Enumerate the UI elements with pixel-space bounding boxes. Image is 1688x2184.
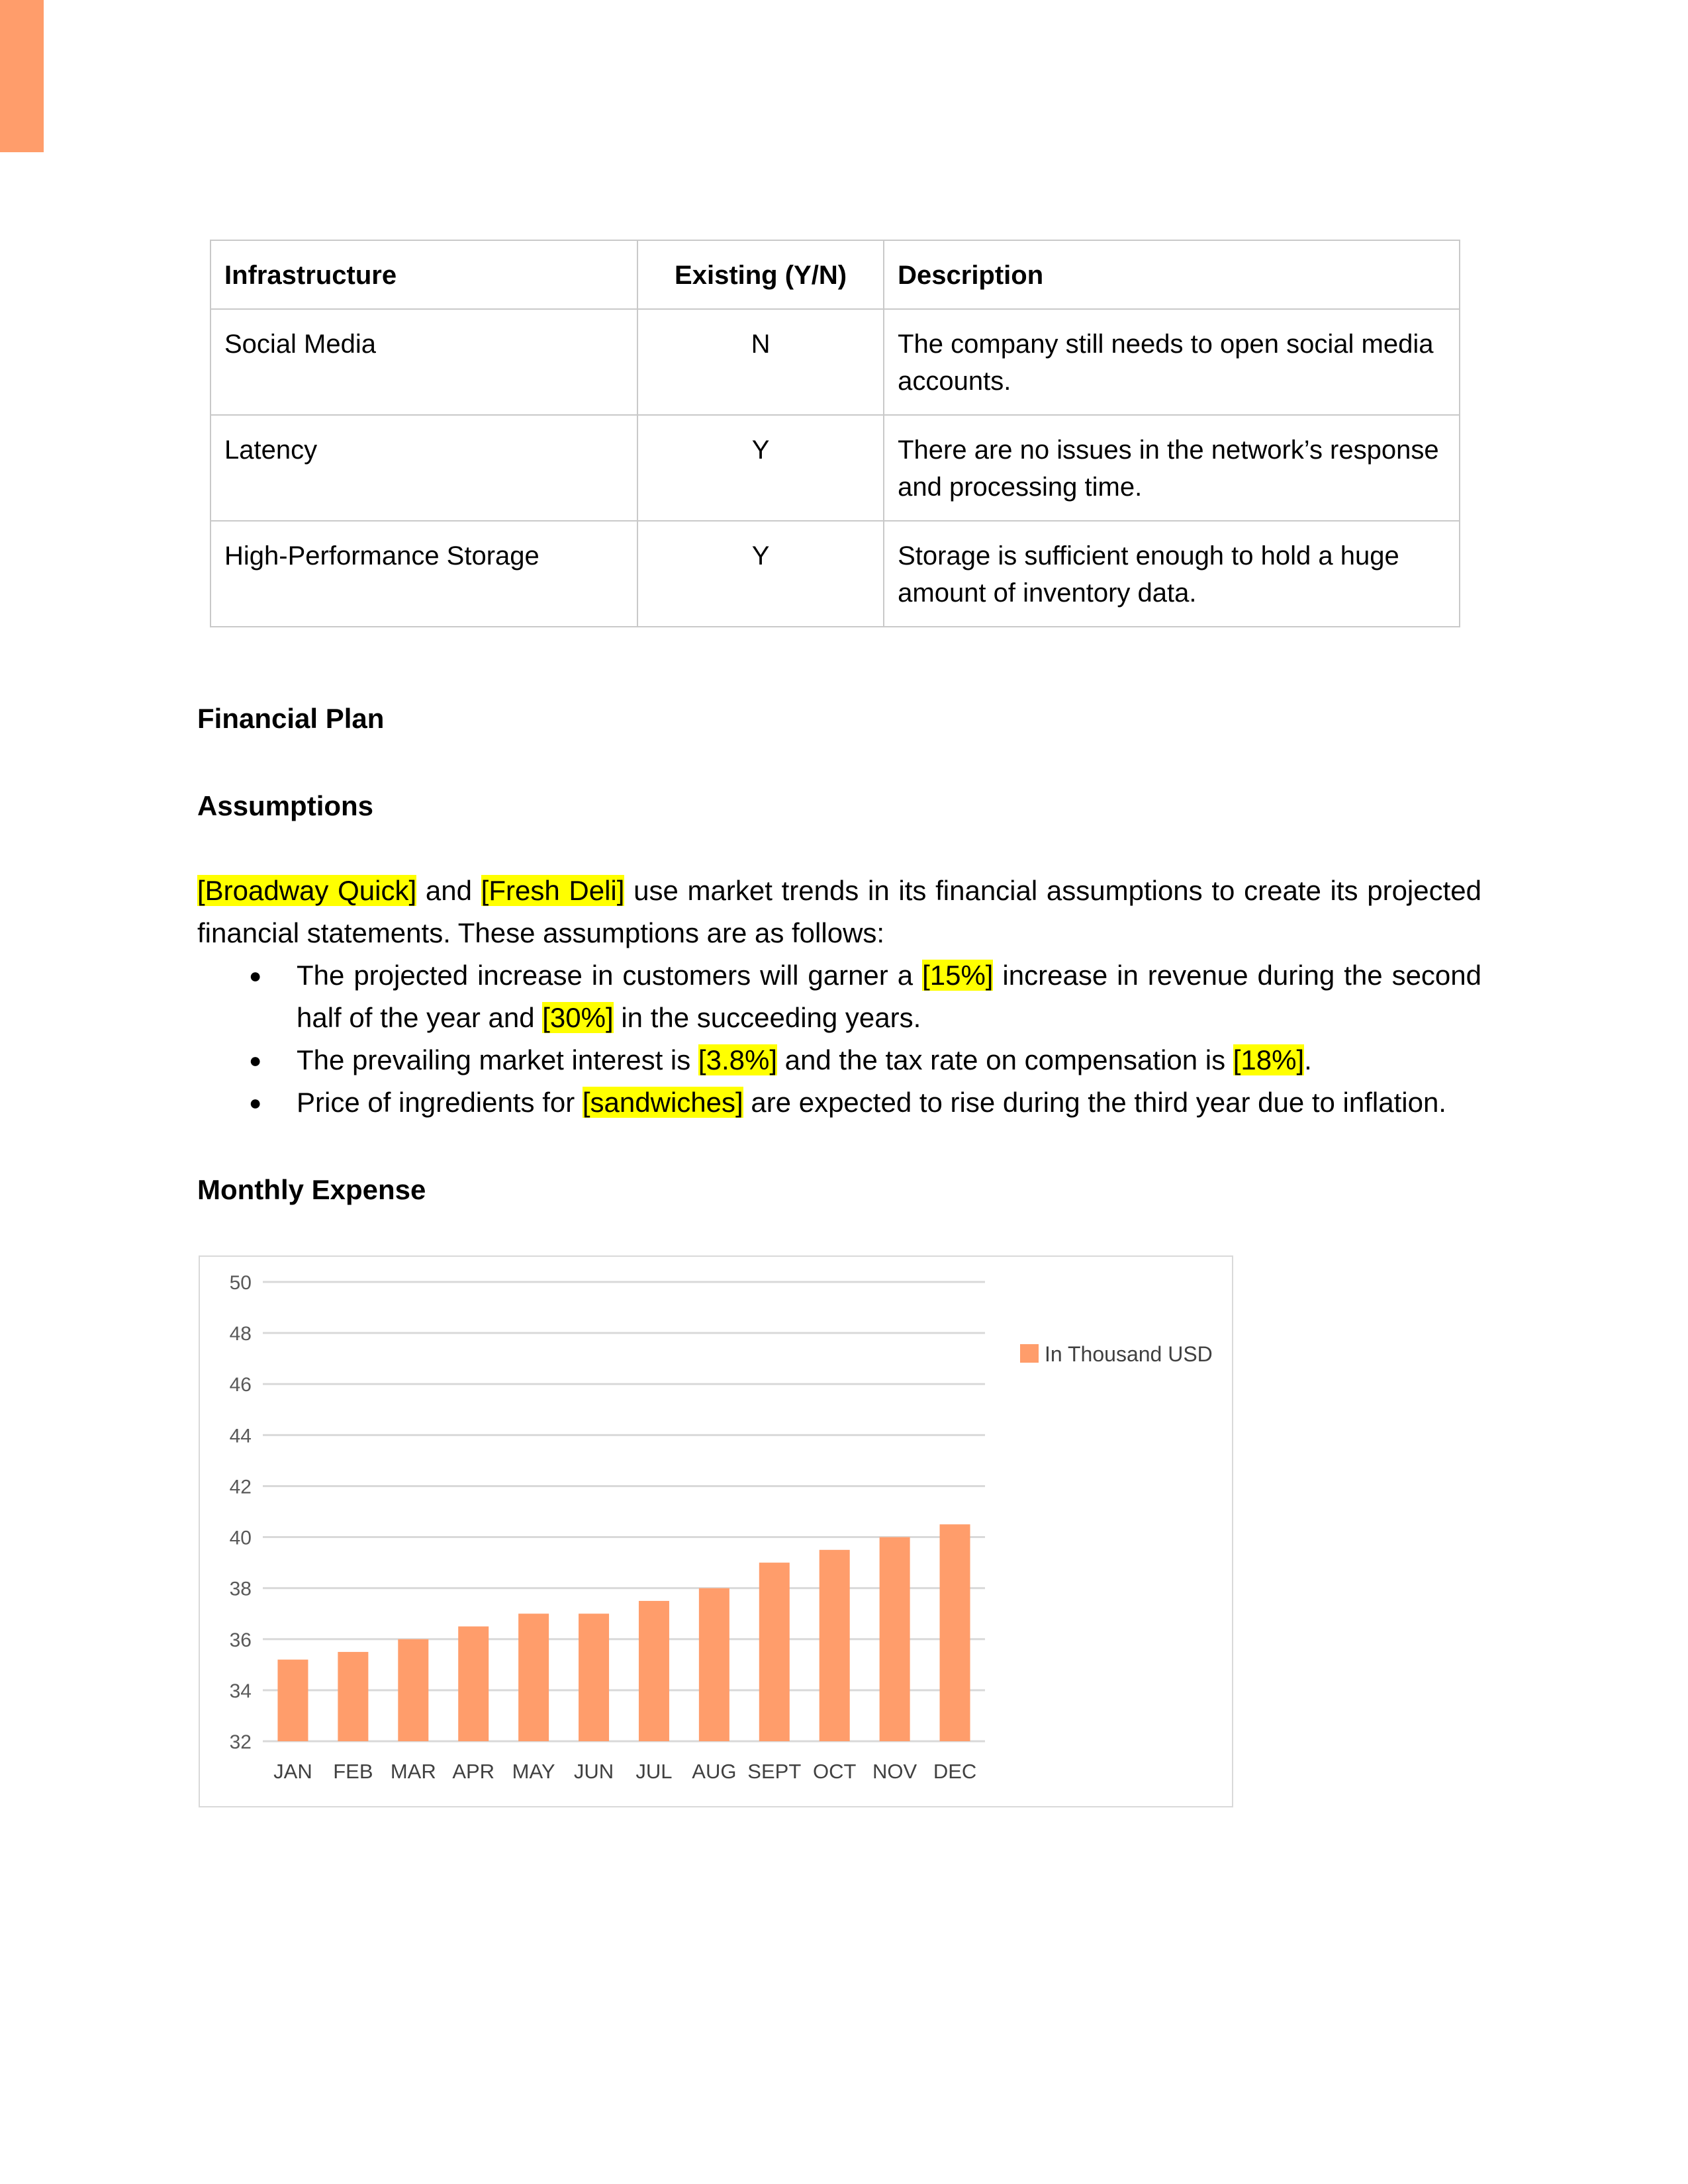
y-tick-label: 32 (229, 1731, 252, 1753)
bar-apr (458, 1627, 489, 1742)
bullet-icon: ● (249, 1048, 262, 1072)
cell-description: Storage is sufficient enough to hold a huge amount of inventory data. (884, 521, 1460, 627)
bar-mar (398, 1639, 428, 1741)
list-item (197, 954, 1481, 1039)
bullet-text: increase in revenue during the second half of the year and (297, 960, 1481, 1033)
legend-swatch (1020, 1344, 1039, 1363)
table-header-row (211, 240, 1460, 309)
bar-feb (338, 1652, 368, 1741)
infrastructure-table (210, 240, 1460, 627)
table-row (211, 521, 1460, 627)
legend-label: In Thousand USD (1045, 1342, 1213, 1366)
bullet-text: Price of ingredients for (297, 1087, 583, 1118)
bullet-text: are expected to rise during the third year due to inflation. (743, 1087, 1446, 1118)
header-description: Description (884, 240, 1460, 309)
financial-plan-heading: Financial Plan (197, 703, 385, 734)
header-infrastructure: Infrastructure (211, 240, 637, 309)
x-tick-label: NOV (872, 1760, 917, 1783)
bar-jun (579, 1614, 609, 1741)
list-item (197, 1039, 1481, 1081)
cell-existing: Y (637, 521, 884, 627)
bullet-highlight: [18%] (1233, 1044, 1305, 1075)
monthly-expense-chart (199, 1255, 1233, 1807)
x-tick-label: FEB (333, 1760, 373, 1783)
list-item (197, 1081, 1481, 1124)
x-tick-label: APR (452, 1760, 495, 1783)
y-tick-label: 46 (229, 1374, 252, 1396)
x-tick-label: MAY (512, 1760, 555, 1783)
bar-may (518, 1614, 549, 1741)
assumptions-heading: Assumptions (197, 790, 374, 821)
monthly-expense-heading: Monthly Expense (197, 1174, 426, 1205)
bullet-text: The projected increase in customers will garner a (297, 960, 923, 991)
intro-and-text: and (416, 875, 481, 906)
page-corner-tab (0, 0, 44, 152)
x-tick-label: DEC (933, 1760, 977, 1783)
bullet-icon: ● (249, 964, 262, 987)
bar-aug (699, 1588, 729, 1741)
cell-infrastructure: Social Media (211, 309, 637, 415)
bar-oct (820, 1550, 850, 1741)
x-tick-label: JAN (273, 1760, 312, 1783)
bullet-text: and the tax rate on compensation is (777, 1044, 1233, 1075)
bullet-text: in the succeeding years. (613, 1002, 921, 1033)
y-tick-label: 44 (229, 1425, 252, 1447)
cell-infrastructure: Latency (211, 415, 637, 521)
y-tick-label: 38 (229, 1578, 252, 1600)
bar-dec (940, 1524, 970, 1741)
chart-canvas (200, 1257, 1232, 1806)
bar-jan (277, 1660, 308, 1741)
bar-nov (880, 1537, 910, 1741)
table-row (211, 309, 1460, 415)
y-tick-label: 48 (229, 1323, 252, 1345)
y-tick-label: 36 (229, 1629, 252, 1651)
bullet-text: . (1304, 1044, 1312, 1075)
table-row (211, 415, 1460, 521)
y-tick-label: 34 (229, 1680, 252, 1702)
y-tick-label: 40 (229, 1527, 252, 1549)
bullet-highlight: [3.8%] (698, 1044, 777, 1075)
assumptions-intro (197, 870, 1481, 954)
company-name-highlight: [Fresh Deli] (481, 875, 625, 906)
x-tick-label: SEPT (747, 1760, 802, 1783)
bullet-highlight: [30%] (542, 1002, 614, 1033)
intro-text: use market trends in its financial assumptions to create its projected financial statements. These assumptions are as follows: (197, 875, 1482, 948)
x-tick-label: MAR (390, 1760, 436, 1783)
bullet-highlight: [15%] (922, 960, 994, 991)
header-existing: Existing (Y/N) (637, 240, 884, 309)
x-tick-label: JUL (635, 1760, 673, 1783)
bullet-highlight: [sandwiches] (582, 1087, 743, 1118)
cell-existing: Y (637, 415, 884, 521)
company-name-highlight: [Broadway Quick] (197, 875, 417, 906)
bullet-text: The prevailing market interest is (297, 1044, 698, 1075)
assumptions-list (197, 954, 1481, 1124)
cell-existing: N (637, 309, 884, 415)
bullet-icon: ● (249, 1091, 262, 1115)
bar-sept (759, 1563, 790, 1741)
x-tick-label: AUG (692, 1760, 737, 1783)
x-tick-label: OCT (812, 1760, 857, 1783)
cell-infrastructure: High-Performance Storage (211, 521, 637, 627)
y-tick-label: 42 (229, 1476, 252, 1498)
cell-description: The company still needs to open social media accounts. (884, 309, 1460, 415)
x-tick-label: JUN (573, 1760, 614, 1783)
bar-jul (639, 1601, 669, 1741)
y-tick-label: 50 (229, 1272, 252, 1294)
cell-description: There are no issues in the network’s response and processing time. (884, 415, 1460, 521)
